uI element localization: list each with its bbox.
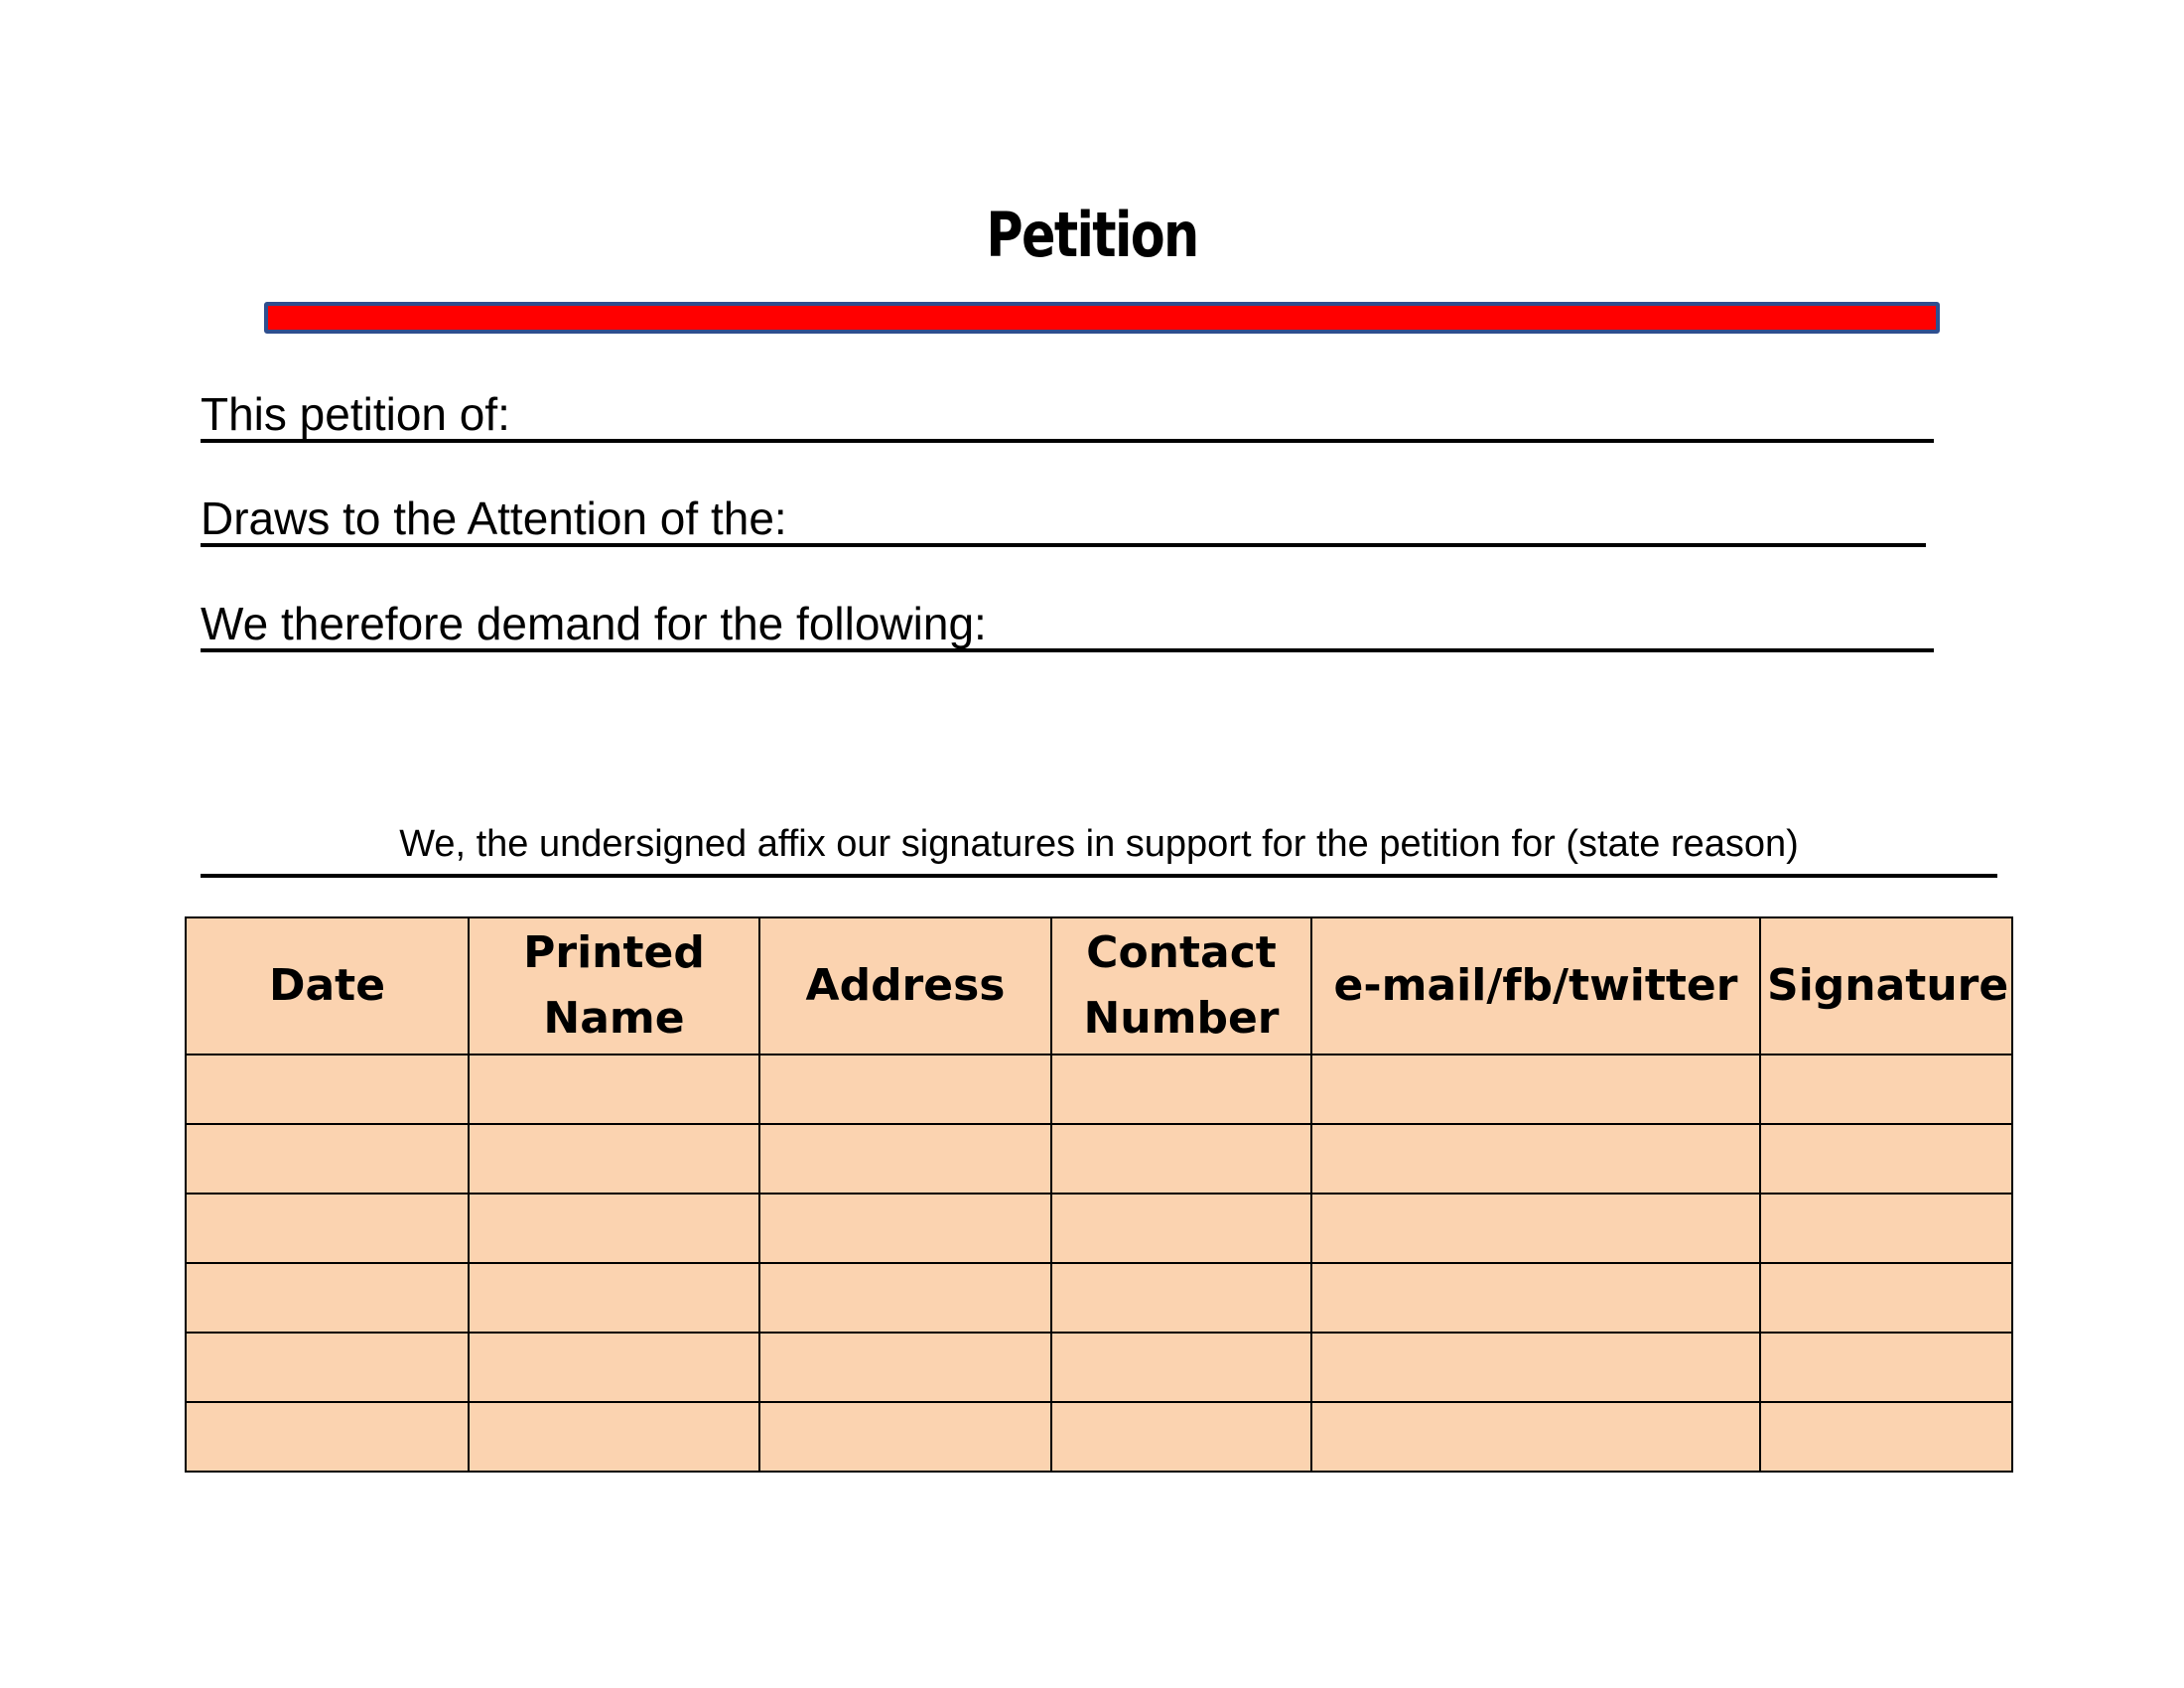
cell-printed-name[interactable]: [469, 1263, 759, 1333]
attention-of-label: Draws to the Attention of the:: [201, 492, 787, 544]
cell-email[interactable]: [1311, 1124, 1760, 1194]
cell-address[interactable]: [759, 1194, 1051, 1263]
table-row: [186, 1124, 2012, 1194]
header-printed-name-line2: Name: [543, 993, 685, 1044]
demand-field[interactable]: [201, 599, 1934, 652]
cell-contact-number[interactable]: [1051, 1124, 1311, 1194]
cell-email[interactable]: [1311, 1055, 1760, 1124]
cell-date[interactable]: [186, 1055, 469, 1124]
header-contact-line1: Contact: [1086, 927, 1277, 978]
cell-printed-name[interactable]: [469, 1194, 759, 1263]
cell-printed-name[interactable]: [469, 1402, 759, 1472]
header-signature-label: Signature: [1767, 960, 2009, 1011]
header-date-label: Date: [268, 960, 386, 1011]
cell-address[interactable]: [759, 1124, 1051, 1194]
header-contact-number: [1051, 917, 1311, 1055]
cell-email[interactable]: [1311, 1194, 1760, 1263]
cell-signature[interactable]: [1760, 1402, 2012, 1472]
cell-address[interactable]: [759, 1402, 1051, 1472]
petition-of-field[interactable]: [201, 389, 1934, 443]
cell-signature[interactable]: [1760, 1055, 2012, 1124]
cell-printed-name[interactable]: [469, 1124, 759, 1194]
header-email-label: e-mail/fb/twitter: [1333, 960, 1738, 1011]
header-printed-name-line1: Printed: [523, 927, 705, 978]
header-address-label: Address: [805, 960, 1006, 1011]
header-signature: [1760, 917, 2012, 1055]
attention-of-field[interactable]: [201, 493, 1926, 547]
cell-signature[interactable]: [1760, 1333, 2012, 1402]
cell-contact-number[interactable]: [1051, 1194, 1311, 1263]
cell-contact-number[interactable]: [1051, 1333, 1311, 1402]
header-contact-line2: Number: [1083, 993, 1280, 1044]
cell-email[interactable]: [1311, 1333, 1760, 1402]
table-row: [186, 1194, 2012, 1263]
table-row: [186, 1263, 2012, 1333]
cell-signature[interactable]: [1760, 1124, 2012, 1194]
cell-contact-number[interactable]: [1051, 1402, 1311, 1472]
cell-date[interactable]: [186, 1263, 469, 1333]
table-row: [186, 1333, 2012, 1402]
title-divider-bar: [264, 302, 1940, 334]
demand-label: We therefore demand for the following:: [201, 598, 987, 649]
header-address: [759, 917, 1051, 1055]
petition-of-label: This petition of:: [201, 388, 510, 440]
table-header-row: [186, 917, 2012, 1055]
cell-address[interactable]: [759, 1055, 1051, 1124]
table-row: [186, 1402, 2012, 1472]
cell-email[interactable]: [1311, 1402, 1760, 1472]
cell-date[interactable]: [186, 1333, 469, 1402]
table-row: [186, 1055, 2012, 1124]
signature-table: [185, 916, 2013, 1473]
cell-address[interactable]: [759, 1263, 1051, 1333]
cell-email[interactable]: [1311, 1263, 1760, 1333]
cell-address[interactable]: [759, 1333, 1051, 1402]
cell-date[interactable]: [186, 1124, 469, 1194]
cell-date[interactable]: [186, 1402, 469, 1472]
cell-signature[interactable]: [1760, 1263, 2012, 1333]
cell-date[interactable]: [186, 1194, 469, 1263]
header-date: [186, 917, 469, 1055]
header-email: [1311, 917, 1760, 1055]
cell-signature[interactable]: [1760, 1194, 2012, 1263]
cell-printed-name[interactable]: [469, 1333, 759, 1402]
support-statement: We, the undersigned affix our signatures in support for the petition for (state reason): [201, 814, 1997, 878]
cell-printed-name[interactable]: [469, 1055, 759, 1124]
header-printed-name: [469, 917, 759, 1055]
page-title: Petition: [986, 199, 1198, 271]
cell-contact-number[interactable]: [1051, 1055, 1311, 1124]
cell-contact-number[interactable]: [1051, 1263, 1311, 1333]
